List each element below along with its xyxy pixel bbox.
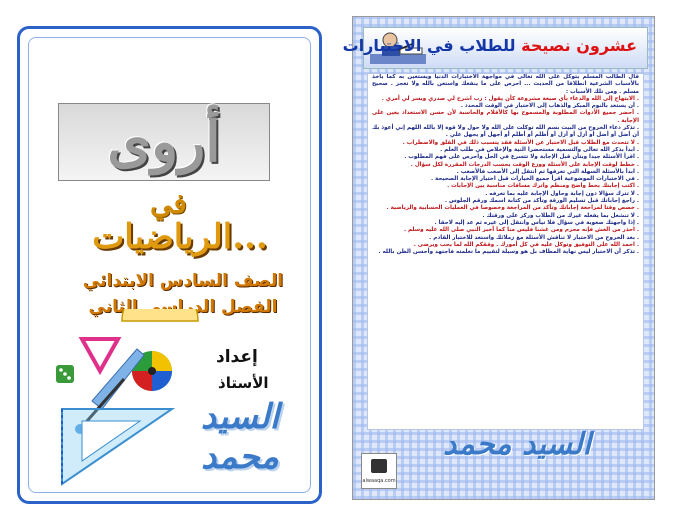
cover-prepared-by: إعداد xyxy=(216,347,258,367)
tip-line: . تذكر دعاء الخروج من البيت بسم الله توكلت على الله ولا حول ولا قوة إلا بالله اللهم إني أعوذ بك أن أضل أو أضل أو أزل أو أزل أو أظلم أو أظلم أو أجهل أو يجهل علي . xyxy=(372,125,639,139)
dice-icon xyxy=(56,365,74,383)
cover-fi: في xyxy=(150,187,187,220)
cover-title-box xyxy=(58,103,270,181)
tip-line: . أحضر جميع الأدوات المطلوبة والمسموح بها كالأقلام والحاسبة لأن حسن الاستعداد يعين على الإجابة . xyxy=(372,110,639,124)
tip-line: . إذا واجهتك صعوبة في سؤال فلا تيأس وانتقل إلى غيره ثم عد إليه لاحقا . xyxy=(434,219,639,226)
cover-teacher-label: الأستاذ xyxy=(218,374,269,392)
tip-line: . راجع إجاباتك قبل تسليم الورقة وتأكد من كتابة اسمك ورقم الجلوس . xyxy=(444,198,639,205)
tip-line: . ابدأ بالأسئلة السهلة التي تعرفها ثم انتقل إلى الأصعب فالأصعب . xyxy=(456,168,639,175)
tip-line: . اقرأ الأسئلة جيدا وبتأن قبل الإجابة ولا تتسرع في الحل واحرص على فهم المطلوب . xyxy=(404,154,639,161)
site-label: alwaaqa.com xyxy=(362,478,396,484)
cover-term: الفصل الدراسي الثاني xyxy=(88,297,278,317)
cover-subject: الرياضيات... xyxy=(92,217,268,257)
tip-line: . الابتهاج إلى الله والدعاء بأي صيغة مشروعة كأن يقول : رب اشرح لي صدري ويسر لي أمري . xyxy=(381,95,639,102)
tips-header xyxy=(342,27,648,69)
tip-line: . في الاختبارات الموضوعية اقرأ جميع الخيارات قبل اختيار الإجابة الصحيحة . xyxy=(430,176,639,183)
tip-line: . احذر من الغش فإنه محرم ومن غشنا فليس منا كما أخبر النبي صلى الله عليه وسلم . xyxy=(403,227,639,234)
site-badge xyxy=(361,453,397,489)
printer-icon xyxy=(371,459,387,473)
tips-title-red: عشرون نصيحة xyxy=(521,36,637,55)
protractor-icon xyxy=(122,309,198,321)
cover-grade: الصف السادس الابتدائي xyxy=(82,271,284,291)
tips-title xyxy=(343,36,637,55)
cover-title: أروى xyxy=(107,109,221,175)
tip-line: . خصص وقتا لمراجعة إجاباتك وتأكد من المراجعة وخصوصا في العمليات الحسابية والرياضية . xyxy=(386,205,639,212)
tip-line: قال الطالب المسلم يتوكل على الله تعالى في مواجهة الاختبارات الدنيا ويستعين به كما يأخذ بالأسباب الشرعية انطلاقا من الحديث ... احرص على ما ينفعك واستعن بالله ولا تعجز . صحيح مسلم . ومن تلك الأسباب : xyxy=(372,74,639,95)
tip-line: . تذكر أن الاختبار ليس نهاية المطاف بل هو وسيلة لتقييم ما تعلمته فاجتهد وأحسن الظن بالله . xyxy=(378,249,639,256)
triangle-ruler-icon xyxy=(82,339,118,371)
set-square-icon xyxy=(62,409,172,484)
tip-line: . لا تنشغل بما يفعله غيرك من الطلاب وركز على ورقتك . xyxy=(482,212,639,219)
tips-page xyxy=(342,16,655,500)
tip-line: . لا تترك سؤالا دون إجابة وحاول الإجابة عليه بما تعرفه . xyxy=(485,190,639,197)
tip-line: . ابدأ بذكر الله تعالى والتسمية مستحضرا النية والإخلاص في طلب العلم . xyxy=(440,146,639,153)
tip-line: . خطط لوقت الإجابة على الأسئلة ووزع الوقت بحسب الدرجات المقررة لكل سؤال . xyxy=(410,161,639,168)
tip-line: . اكتب إجابتك بخط واضح ومنظم واترك مسافات مناسبة بين الإجابات . xyxy=(447,183,639,190)
tip-line: . لا تتحدث مع الطلاب قبل الاختبار عن الأسئلة فقد يتسبب ذلك في القلق والاضطراب . xyxy=(402,139,639,146)
tip-line: . بعد الخروج من الاختبار لا تناقش الأسئلة مع زملائك واستعد للاختبار القادم . xyxy=(429,234,639,241)
tips-author-calligraphy: السيد محمد xyxy=(442,427,591,462)
cover-author-calligraphy: السيد محمد xyxy=(200,397,280,477)
tips-body xyxy=(367,73,644,430)
tip-line: . احمد الله على التوفيق وتوكل عليه في كل أمورك . وفقكم الله لما يحب ويرضى . xyxy=(413,241,639,248)
cover-page xyxy=(17,26,322,504)
tip-line: . أن يستعد بالنوم المبكر والذهاب إلى الاختبار في الوقت المحدد . xyxy=(460,103,639,110)
tips-title-blue: للطلاب في الاختبارات xyxy=(342,36,516,55)
